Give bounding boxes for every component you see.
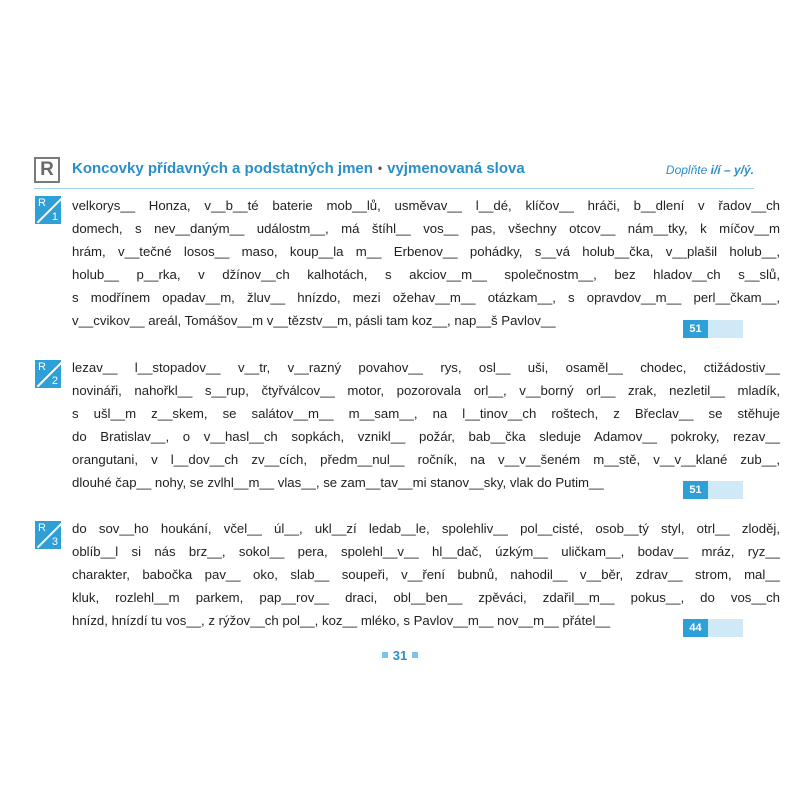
exercise-line: novináři, nahořkl__ s__rup, čtyřválcov__ motor, pozorovala orl__, v__borný orl__ zrak, nezletil__ mladík, [72,383,780,398]
score-bar [683,619,743,637]
badge-letter: R [38,197,46,209]
page-number-square-left [382,652,388,658]
exercise-line: do Bratislav__, o v__hasl__ch sopkách, vznikl__ požár, bab__čka sleduje Adamov__ pokroky, rezav__ [72,429,780,444]
score-value: 51 [683,320,708,338]
badge-number: 1 [51,211,58,223]
exercise-line: kluk, rozlehl__m parkem, pap__rov__ draci, obl__ben__ zpěváci, zdařil__m__ pokus__, do vos__ch [72,590,780,605]
badge-number: 3 [51,536,58,548]
score-value: 51 [683,481,708,499]
exercise-line: oblíb__l si nás brz__, sokol__ pera, spolehl__v__ hl__dač, úzkým__ uličkam__, bodav__ mráz, ryz__ [72,544,780,559]
exercise-line: do sov__ho houkání, včel__ úl__, ukl__zí ledab__le, spolehliv__ pol__cisté, osob__tý styl, otrl__ zloděj, [72,521,780,536]
page-number [0,648,800,663]
page-number-value: 31 [392,648,408,663]
exercise-title [72,160,525,177]
exercise-line: orangutani, v l__dov__ch zv__cích, předm__nul__ ročník, na v__v__šeném m__stě, v__v__klané zub__, [72,452,780,467]
score-bar [683,320,743,338]
badge-letter: R [38,361,46,373]
section-badge [35,196,61,224]
exercise-line: domech, s nev__daným__ událostm__, má štíhl__ vos__ pas, všechny otcov__ nám__tky, k míčov__m [72,221,780,236]
exercise-line: velkorys__ Honza, v__b__té baterie mob__lů, usměvav__ l__dé, klíčov__ hráči, b__dlení v řadov__ch [72,198,780,213]
exercise-line: hnízd, hnízdí tu vos__, z rýžov__ch pol__, koz__ mléko, s Pavlov__m__ nov__m__ přátel__ [72,613,611,628]
score-bar [683,481,743,499]
score-value: 44 [683,619,708,637]
section-badge [35,521,61,549]
instruction-letters: i/í – y/ý. [710,163,754,177]
section-badge [35,360,61,388]
header-divider [34,188,754,189]
page-number-square-right [412,652,418,658]
title-subtitle: vyjmenovaná slova [387,160,525,177]
badge-letter: R [38,522,46,534]
exercise-header [34,157,754,187]
exercise-line: dlouhé čap__ nohy, se zvlhl__m__ vlas__, se zam__tav__mi stanov__sky, vlak do Putim__ [72,475,604,490]
exercise-line: v__cvikov__ areál, Tomášov__m v__tězstv__m, pásli tam koz__, nap__š Pavlov__ [72,313,556,328]
section-letter-box: R [34,157,60,183]
exercise-line: charakter, babočka pav__ oko, slab__ soupeři, v__ření bubnů, nahodil__ v__běr, zdrav__ strom, mal__ [72,567,780,582]
exercise-line: holub__ p__rka, v džínov__ch kalhotách, s akciov__m__ společnostm__, bez hladov__ch s__slů, [72,267,780,282]
exercise-line: s ušl__m z__skem, se salátov__m__ m__sam__, na l__tinov__ch roštech, z Břeclav__ se stěhuje [72,406,780,421]
instruction [666,163,754,177]
title-main: Koncovky přídavných a podstatných jmen [72,160,373,177]
badge-number: 2 [51,375,58,387]
exercise-line: lezav__ l__stopadov__ v__tr, v__razný povahov__ rys, osl__ uši, osaměl__ chodec, ctižádostiv__ [72,360,780,375]
exercise-line: hrám, v__tečné losos__ maso, koup__la m__ Erbenov__ pohádky, s__vá holub__čka, v__plašil holub__, [72,244,780,259]
title-separator: • [377,161,383,175]
instruction-text: Doplňte [665,163,708,177]
exercise-line: s modřínem opadav__m, žluv__ hnízdo, mezi ožehav__m__ otázkam__, s opravdov__m__ perl__čkam__, [72,290,780,305]
